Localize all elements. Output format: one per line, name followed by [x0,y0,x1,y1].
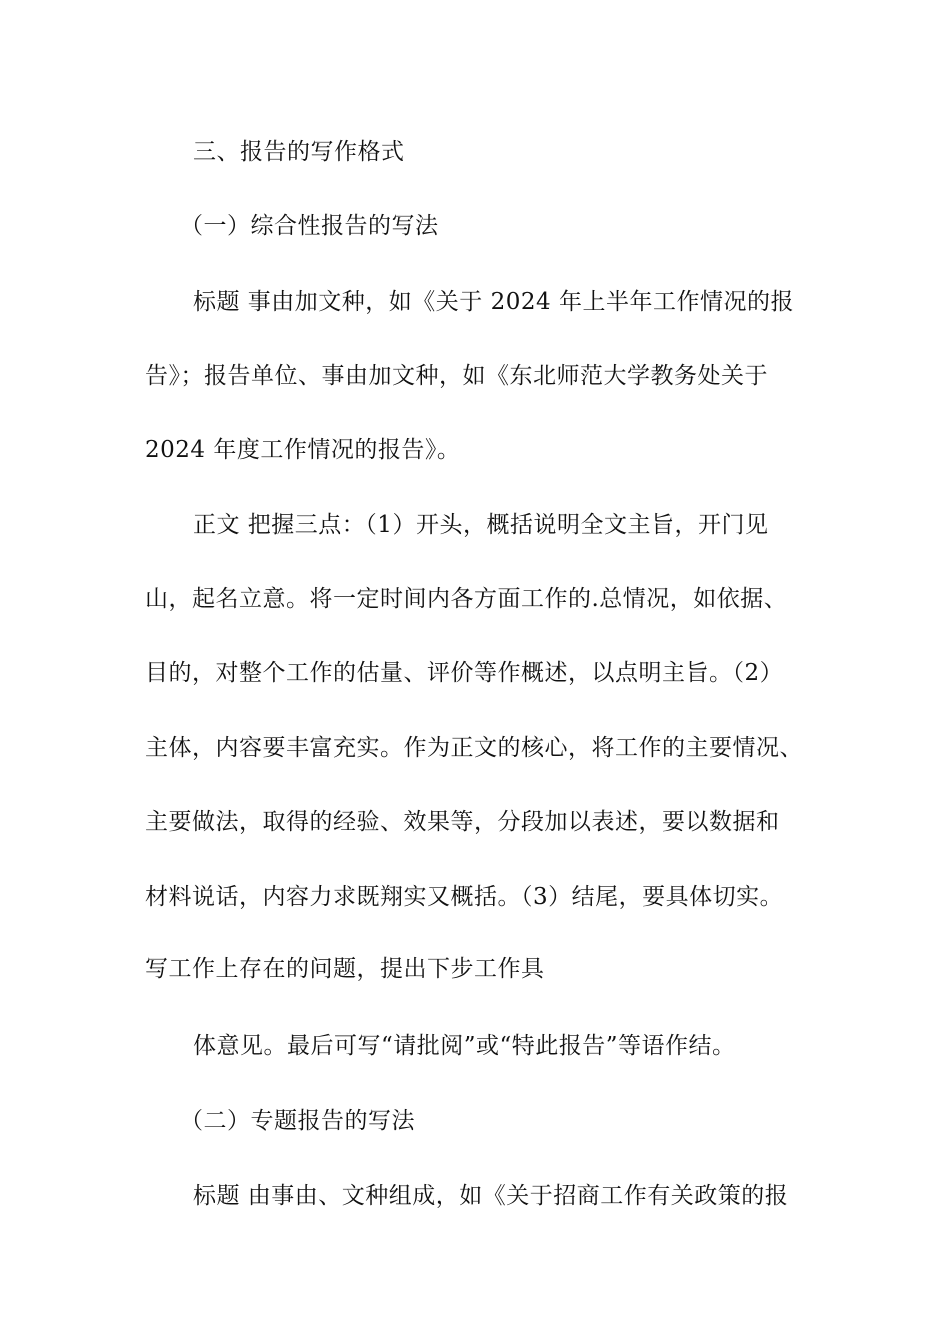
paragraph-line: 告》；报告单位、事由加文种，如《东北师范大学教务处关于 [145,363,768,389]
paragraph-line: 山，起名立意。将一定时间内各方面工作的.总情况，如依据、 [145,586,788,612]
section-heading: 三、报告的写作格式 [193,139,405,165]
paragraph-line: 标题 事由加文种，如《关于 2024 年上半年工作情况的报 [193,289,794,315]
paragraph-line: 主体，内容要丰富充实。作为正文的核心，将工作的主要情况、 [145,735,803,761]
paragraph-line: 2024 年度工作情况的报告》。 [145,437,461,463]
paragraph-line: 体意见。最后可写“请批阅”或“特此报告”等语作结。 [193,1033,736,1059]
paragraph-line: 标题 由事由、文种组成，如《关于招商工作有关政策的报 [193,1183,789,1209]
paragraph-line: 主要做法，取得的经验、效果等，分段加以表述，要以数据和 [145,809,780,835]
subheading-comprehensive-report: （一）综合性报告的写法 [180,213,439,239]
paragraph-line: 写工作上存在的问题，提出下步工作具 [145,956,545,982]
paragraph-line: 目的，对整个工作的估量、评价等作概述，以点明主旨。（2） [145,660,784,686]
paragraph-line: 材料说话，内容力求既翔实又概括。（3）结尾，要具体切实。 [145,884,784,910]
paragraph-line: 正文 把握三点：（1）开头，概括说明全文主旨，开门见 [193,512,769,538]
subheading-special-report: （二）专题报告的写法 [180,1108,415,1134]
